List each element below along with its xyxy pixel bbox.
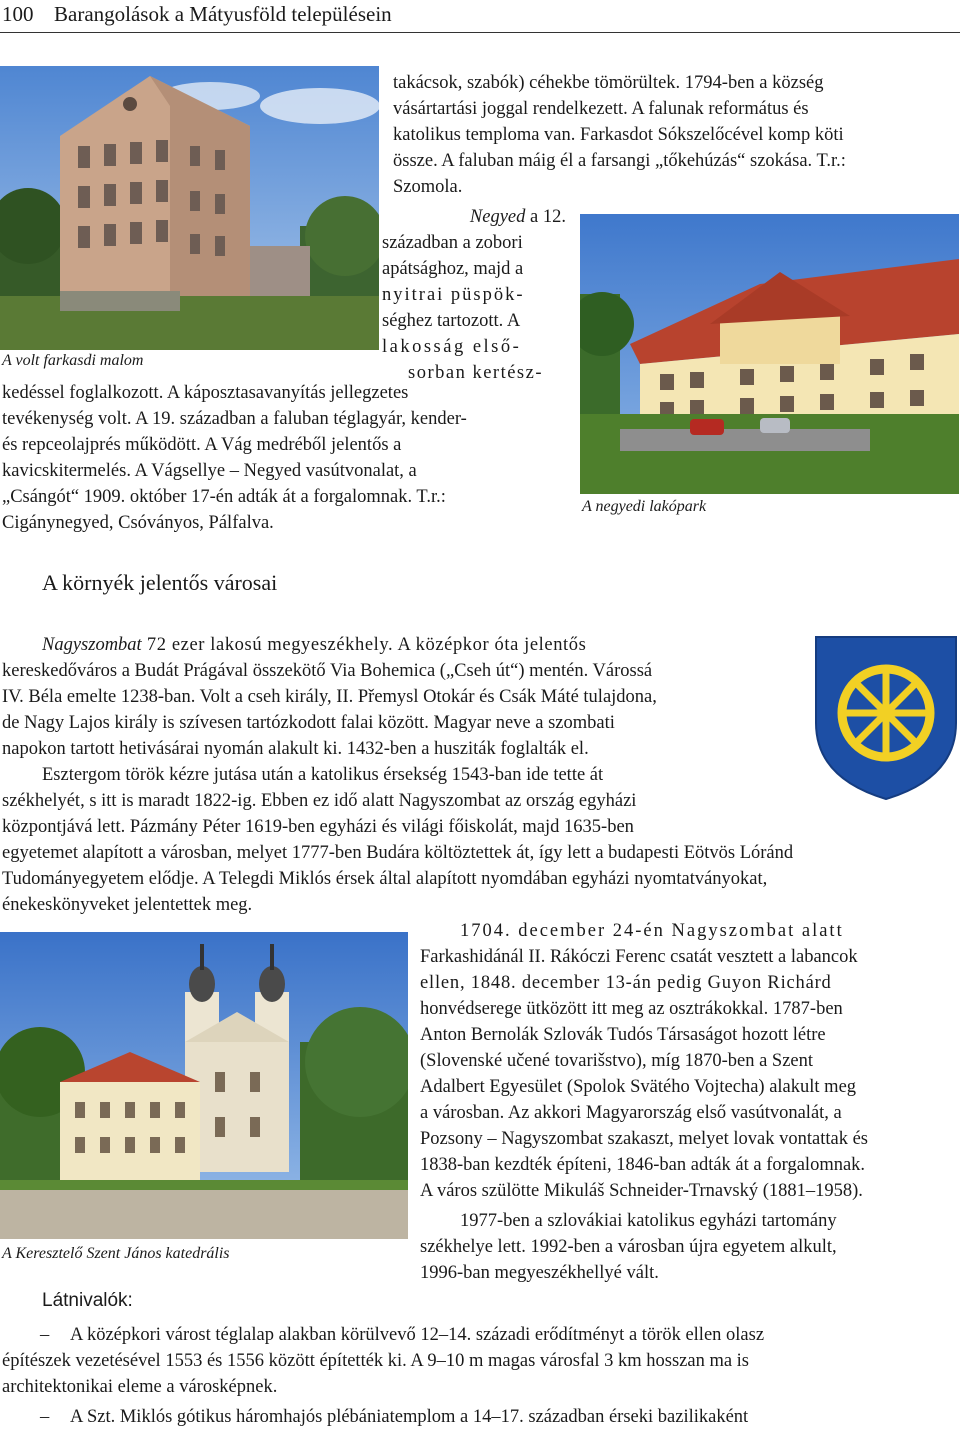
text-line <box>382 204 566 230</box>
mill-caption: A volt farkasdi malom <box>2 352 144 369</box>
text-line: Pozsony – Nagyszombat szakaszt, melyet lovak vontattak és <box>420 1129 869 1149</box>
nagyszombat-paragraph-2-cont <box>2 840 958 918</box>
text-line: architektonikai eleme a városképnek. <box>2 1377 278 1397</box>
text-line: Tudományegyetem elődje. A Telegdi Miklós érsek által alapított nyomdában egyházi nyomtatványokat, <box>2 869 768 889</box>
text-line: és repceolajprés működött. A Vág medréből jelentős a <box>2 435 402 455</box>
running-header <box>0 0 960 36</box>
text-line: építészek vezetésével 1553 és 1556 között építették ki. A 9–10 m magas városfal 3 km hosszan ma is <box>2 1351 750 1371</box>
text-line: Esztergom török kézre jutása után a katolikus érsekség 1543-ban ide tette át <box>42 765 604 785</box>
text-line: 1996-ban megyeszékhellyé vált. <box>420 1263 659 1283</box>
text-span: A Szt. Miklós gótikus háromhajós plébániatemplom a 14–17. században érseki bazilikaként <box>70 1407 749 1427</box>
text-line: Anton Bernolák Szlovák Tudós Társaságot hozott létre <box>420 1025 826 1045</box>
text-line: székhelye lett. 1992-ben a városban újra egyetem alkult, <box>420 1237 837 1257</box>
page-number: 100 <box>2 2 34 26</box>
text-line: Farkashidánál II. Rákóczi Ferenc csatát vesztett a labancok <box>420 947 858 967</box>
sights-bullet-2 <box>2 1404 958 1430</box>
text-line: ellen, 1848. december 13-án pedig Guyon Richárd <box>420 973 832 993</box>
sights-label: Látnivalók: <box>42 1290 133 1311</box>
text-line: IV. Béla emelte 1238-ban. Volt a cseh király, II. Přemysl Otokár és Csák Máté tulajdona, <box>2 687 657 707</box>
bullet-dash: – <box>40 1407 50 1427</box>
lakopark-photo <box>580 214 959 494</box>
text-line <box>2 1322 958 1348</box>
nagyszombat-paragraph-1 <box>2 632 798 762</box>
text-line: össze. A faluban máig él a farsangi „tőkehúzás“ szokása. T.r.: <box>393 151 846 171</box>
text-line: A város szülötte Mikuláš Schneider-Trnavský (1881–1958). <box>420 1181 863 1201</box>
text-line <box>2 632 798 658</box>
intro-bottom-text <box>2 380 564 536</box>
text-line: tevékenység volt. A 19. században a faluban téglagyár, kender- <box>2 409 467 429</box>
text-line: században a zobori <box>382 233 523 253</box>
cathedral-photo <box>0 932 408 1239</box>
text-line: apátsághoz, majd a <box>382 259 524 279</box>
nagyszombat-coat-of-arms <box>812 633 960 803</box>
text-line: honvédserege ütközött itt meg az osztrákokkal. 1787-ben <box>420 999 843 1019</box>
sights-bullet-1 <box>2 1322 958 1400</box>
text-line: Cigánynegyed, Csóványos, Pálfalva. <box>2 513 274 533</box>
text-span: 72 ezer lakosú megyeszékhely. A középkor óta jelentős <box>141 635 587 655</box>
section-heading: A környék jelentős városai <box>42 570 278 595</box>
text-line: énekeskönyveket jelentettek meg. <box>2 895 253 915</box>
text-line: „Csángót“ 1909. október 17-én adták át a forgalomnak. T.r.: <box>2 487 446 507</box>
text-line: lakosság első- <box>382 337 522 357</box>
text-line: székhelyét, s itt is maradt 1822-ig. Ebben ez idő alatt Nagyszombat az ország egyházi <box>2 791 637 811</box>
text-line: vásártartási joggal rendelkezett. A falunak református és <box>393 99 809 119</box>
text-line: kavicskitermelés. A Vágsellye – Negyed vasútvonalat, a <box>2 461 417 481</box>
text-line <box>2 1404 958 1430</box>
text-line: (Slovenské učené tovarišstvo), míg 1870-ben a Szent <box>420 1051 814 1071</box>
cathedral-caption: A Keresztelő Szent János katedrális <box>2 1245 230 1262</box>
text-line: takácsok, szabók) céhekbe tömörültek. 1794-ben a község <box>393 73 824 93</box>
mill-photo <box>0 66 379 350</box>
nagyszombat-paragraph-2 <box>2 762 798 840</box>
text-line: 1977-ben a szlovákiai katolikus egyházi tartomány <box>460 1211 837 1231</box>
intro-top-text <box>393 70 956 200</box>
text-line: nyitrai püspök- <box>382 285 525 305</box>
text-line: kedéssel foglalkozott. A káposztasavanyítás jellegzetes <box>2 383 409 403</box>
bullet-dash: – <box>40 1325 50 1345</box>
text-line: de Nagy Lajos király is szívesen tartózkodott falai között. Magyar neve a szombati <box>2 713 615 733</box>
text-line: sorban kertész- <box>408 363 543 383</box>
text-line: séghez tartozott. A <box>382 311 521 331</box>
header-rule <box>0 32 960 33</box>
page-header-title: Barangolások a Mátyusföld településein <box>54 2 392 26</box>
modern-paragraph <box>420 1208 956 1286</box>
text-line: egyetemet alapított a városban, melyet 1777-ben Budára költöztettek át, így lett a budapesti Eötvös Lóránd <box>2 843 794 863</box>
negyed-name: Negyed <box>469 207 526 227</box>
text-span: A középkori várost téglalap alakban körülvevő 12–14. századi erődítményt a török ellen olasz <box>70 1325 765 1345</box>
text-line: Szomola. <box>393 177 463 197</box>
history-paragraph <box>420 918 956 1204</box>
text-line: a városban. Az akkori Magyarország első vasútvonalát, a <box>420 1103 842 1123</box>
negyed-text <box>382 204 566 386</box>
text-line: katolikus temploma van. Farkasdot Sókszelőcével komp köti <box>393 125 844 145</box>
text-line: 1838-ban kezdték építeni, 1846-ban adták át a forgalomnak. <box>420 1155 866 1175</box>
text-line: 1704. december 24-én Nagyszombat alatt <box>460 921 844 941</box>
text-line: központjává lett. Pázmány Péter 1619-ben egyházi és világi főiskolát, majd 1635-ben <box>2 817 634 837</box>
text-line: napokon tartott hetivásárai nyomán alakult ki. 1432-ben a husziták foglalták el. <box>2 739 589 759</box>
text-line: Adalbert Egyesület (Spolok Svätého Vojtecha) alakult meg <box>420 1077 857 1097</box>
nagyszombat-name: Nagyszombat <box>42 635 142 655</box>
text-line: kereskedőváros a Budát Prágával összekötő Via Bohemica („Cseh út“) mentén. Várossá <box>2 661 653 681</box>
lakopark-caption: A negyedi lakópark <box>582 498 707 515</box>
text-span: a 12. <box>525 207 566 227</box>
